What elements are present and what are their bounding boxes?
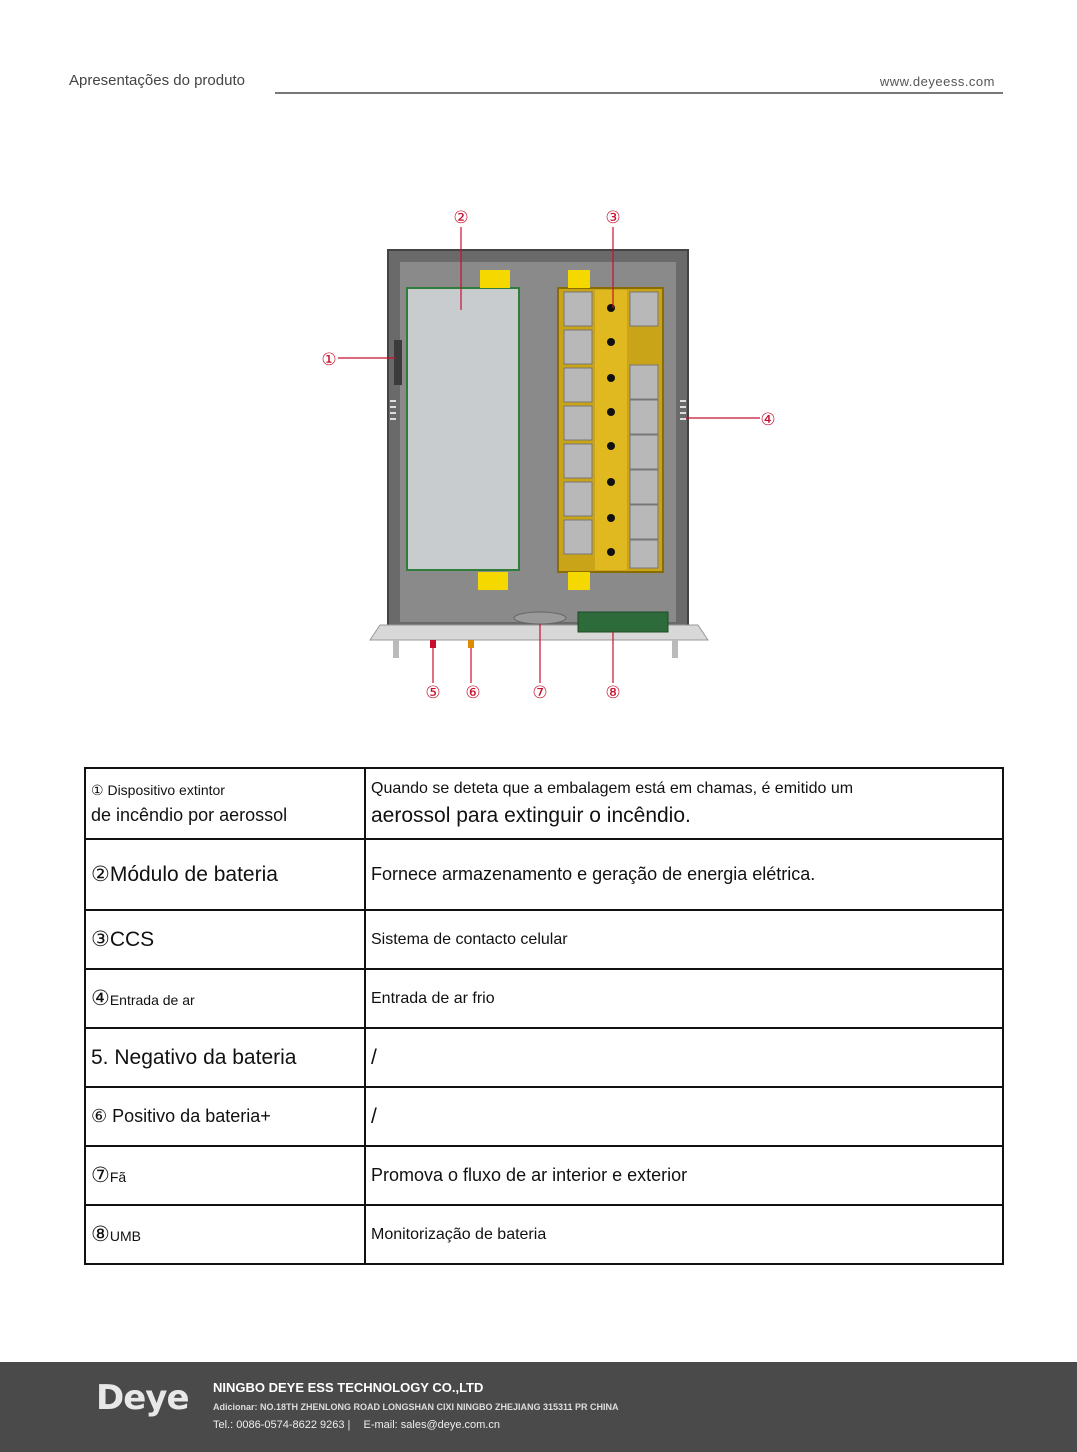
component-label-cell xyxy=(85,1146,365,1205)
company-tel: Tel.: 0086-0574-8622 9263 | xyxy=(213,1419,351,1431)
ccs-clip-top xyxy=(568,270,590,288)
component-desc: / xyxy=(365,1028,1003,1087)
component-desc-cell xyxy=(365,768,1003,839)
component-label-cell xyxy=(85,969,365,1028)
module-clip-bottom xyxy=(478,572,508,590)
component-label-cell xyxy=(85,839,365,910)
component-desc: Fornece armazenamento e geração de energia elétrica. xyxy=(365,839,1003,910)
table-row xyxy=(85,910,1003,969)
positive-terminal xyxy=(468,640,474,648)
component-table xyxy=(84,767,1004,1265)
battery-module xyxy=(407,288,519,570)
row-number: ⑦ xyxy=(91,1164,110,1187)
component-label: Entrada de ar xyxy=(109,992,195,1008)
callout-4: ④ xyxy=(760,410,776,430)
header-divider xyxy=(275,92,1003,94)
callout-8: ⑧ xyxy=(605,683,621,703)
deye-logo: Deye xyxy=(96,1378,189,1418)
ccs-center-bar xyxy=(595,290,627,570)
callout-6: ⑥ xyxy=(465,683,481,703)
row-number: ③ xyxy=(91,928,110,951)
fan xyxy=(514,612,566,624)
component-desc: Entrada de ar frio xyxy=(365,969,1003,1028)
table-row xyxy=(85,1028,1003,1087)
component-label-cell xyxy=(85,1087,365,1146)
negative-terminal xyxy=(430,640,436,648)
page-footer xyxy=(0,1362,1077,1452)
module-clip-top xyxy=(480,270,510,288)
table-row xyxy=(85,1146,1003,1205)
component-label: Positivo da bateria+ xyxy=(112,1106,271,1126)
component-desc: / xyxy=(365,1087,1003,1146)
header-website[interactable]: www.deyeess.com xyxy=(879,74,995,89)
company-name: NINGBO DEYE ESS TECHNOLOGY CO.,LTD xyxy=(213,1380,484,1395)
component-label: Fã xyxy=(109,1169,127,1185)
component-desc: Sistema de contacto celular xyxy=(365,910,1003,969)
component-label-cell xyxy=(85,910,365,969)
component-desc: Promova o fluxo de ar interior e exterior xyxy=(365,1146,1003,1205)
row-number: ① xyxy=(91,781,104,798)
component-label: Dispositivo extintor xyxy=(107,781,225,798)
callout-1: ① xyxy=(321,350,337,370)
component-label: 5. Negativo da bateria xyxy=(91,1045,297,1069)
component-label: CCS xyxy=(109,928,155,951)
ccs-clip-bottom xyxy=(568,572,590,590)
table-row xyxy=(85,768,1003,839)
pack-foot-right xyxy=(672,640,678,658)
row-number: ⑧ xyxy=(91,1223,110,1246)
table-row xyxy=(85,1205,1003,1264)
component-label: UMB xyxy=(109,1228,141,1244)
pack-foot-left xyxy=(393,640,399,658)
company-email[interactable]: E-mail: sales@deye.com.cn xyxy=(363,1419,500,1431)
company-contact xyxy=(213,1419,500,1431)
table-row xyxy=(85,1087,1003,1146)
row-number: ④ xyxy=(91,987,110,1010)
component-label-cell xyxy=(85,768,365,839)
callout-2: ② xyxy=(453,208,469,228)
company-address: Adicionar: NO.18TH ZHENLONG ROAD LONGSHAN CIXI NINGBO ZHEJIANG 315311 PR CHINA xyxy=(213,1402,619,1412)
battery-pack-diagram xyxy=(300,200,800,710)
callout-5: ⑤ xyxy=(425,683,441,703)
row-number: ② xyxy=(91,863,110,886)
header-title: Apresentações do produto xyxy=(69,72,245,89)
callout-3: ③ xyxy=(605,208,621,228)
component-label-cell xyxy=(85,1028,365,1087)
component-desc-line2: aerossol para extinguir o incêndio. xyxy=(371,803,691,827)
row-number: ⑥ xyxy=(91,1106,108,1126)
component-desc: Monitorização de bateria xyxy=(365,1205,1003,1264)
bms-board xyxy=(578,612,668,632)
aerosol-device xyxy=(394,340,402,385)
component-label: Módulo de bateria xyxy=(109,863,278,886)
component-label-cell xyxy=(85,1205,365,1264)
callout-7: ⑦ xyxy=(532,683,548,703)
component-label-line2: de incêndio por aerossol xyxy=(91,804,288,825)
table-row xyxy=(85,969,1003,1028)
table-row xyxy=(85,839,1003,910)
component-desc: Quando se deteta que a embalagem está em chamas, é emitido um xyxy=(371,779,854,797)
